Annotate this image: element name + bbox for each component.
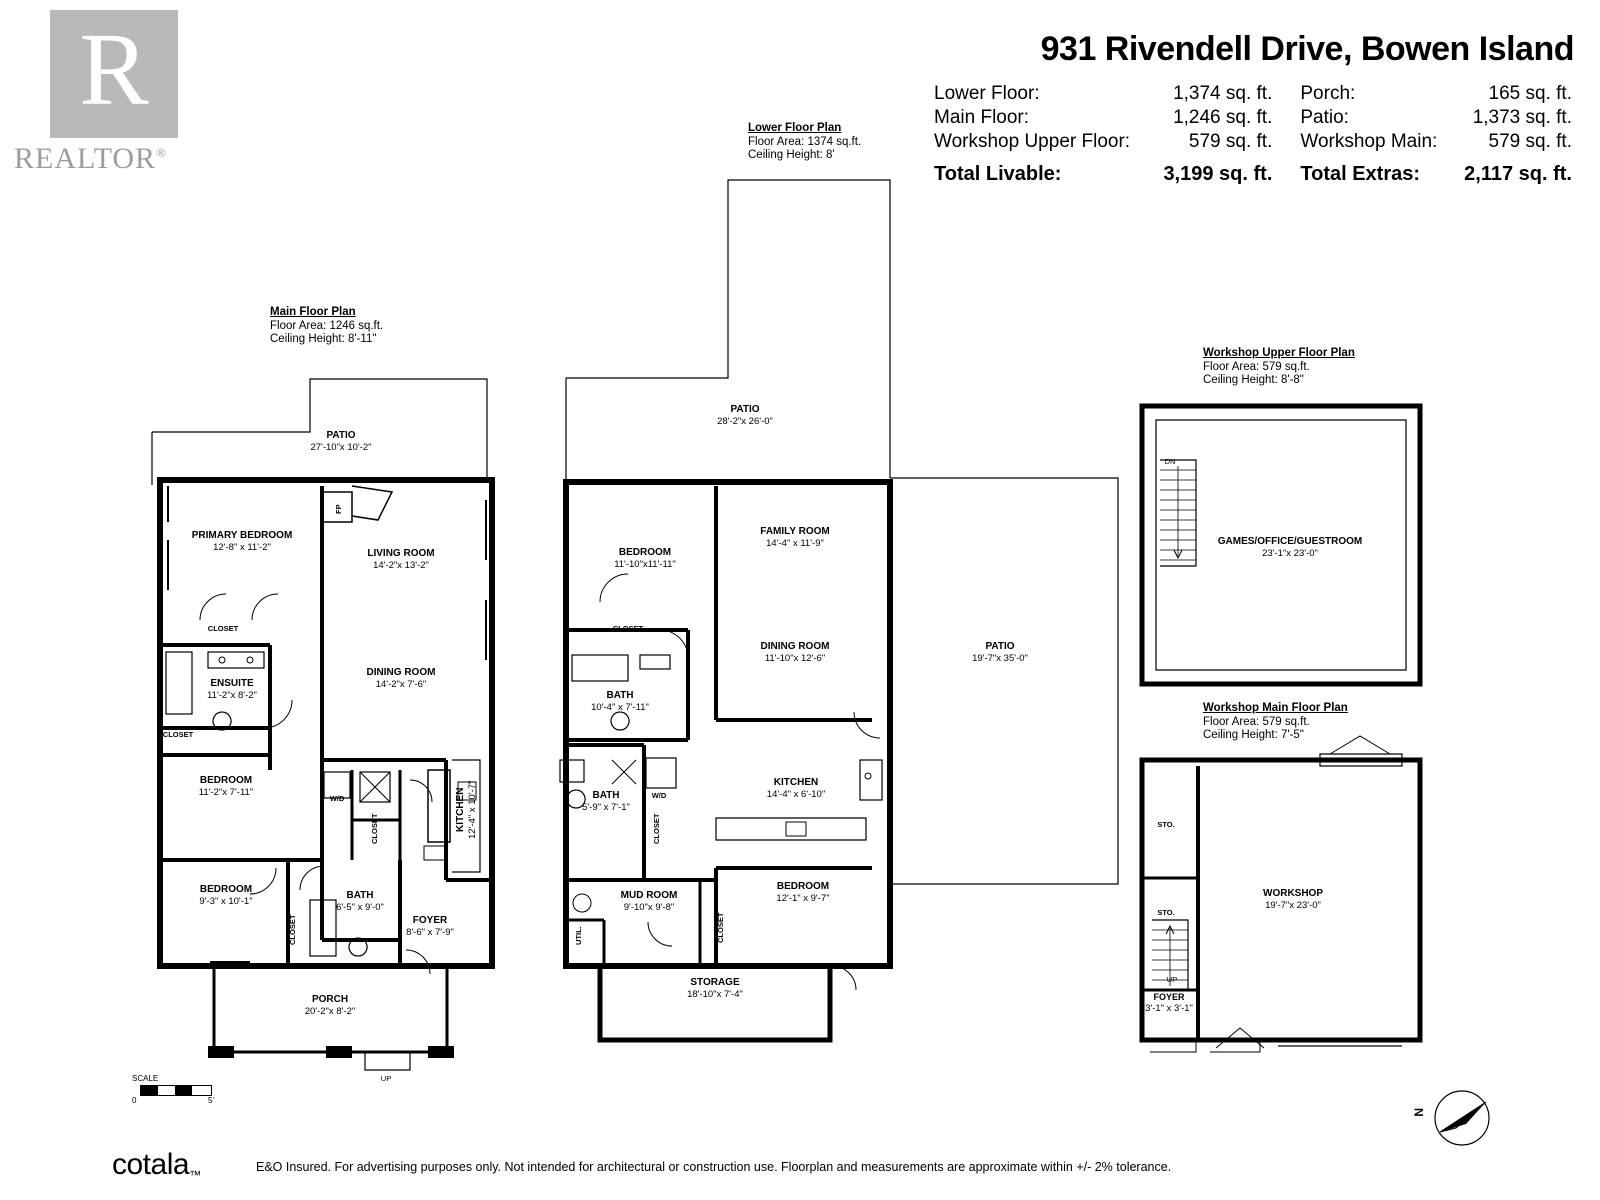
room-label-main-bedroom-3: BEDROOM 9'-3" x 10'-1" (199, 884, 253, 907)
appliance-label-lower-washer-dryer: W/D (651, 791, 667, 800)
workshop-main-ceiling: Ceiling Height: 7'-5" (1203, 729, 1304, 741)
main-floor-ceiling: Ceiling Height: 8'-11" (270, 333, 377, 345)
area-label: Workshop Upper Floor: (934, 131, 1131, 152)
realtor-registered-icon: ® (156, 145, 167, 160)
area-label: Main Floor: (934, 107, 1030, 128)
area-label-extra: Workshop Main: (1300, 131, 1438, 152)
room-label-games-office-guestroom: GAMES/OFFICE/GUESTROOM 23'-1"x 23'-0" (1217, 536, 1363, 559)
room-label-lower-bath-1: BATH 10'-4" x 7'-11" (591, 690, 649, 713)
room-label-main-closet-2: CLOSET (162, 730, 194, 739)
area-label-extra: Patio: (1300, 107, 1349, 128)
room-label-workshop-storage-2: STO. (1157, 908, 1175, 917)
room-label-workshop-storage-1: STO. (1157, 820, 1175, 829)
room-label-lower-bedroom-2: BEDROOM 12'-1" x 9'-7" (776, 881, 830, 904)
room-label-main-patio: PATIO 27'-10"x 10'-2" (310, 430, 372, 453)
room-label-storage: STORAGE 18'-10"x 7'-4" (687, 977, 743, 1000)
room-label-porch: PORCH 20'-2"x 8'-2" (304, 994, 356, 1017)
compass-icon (1435, 1091, 1489, 1145)
cotala-tm-icon: ™ (189, 1168, 201, 1182)
room-label-main-foyer: FOYER 8'-6" x 7'-9" (406, 915, 454, 938)
area-value: 1,374 sq. ft. (1173, 83, 1273, 104)
page-title: 931 Rivendell Drive, Bowen Island (1040, 30, 1574, 68)
room-label-main-kitchen: KITCHEN 12'-4" x 10'-7" (455, 780, 478, 840)
room-label-main-closet-1: CLOSET (207, 624, 239, 633)
room-label-lower-closet-3: CLOSET (716, 912, 725, 944)
workshop-upper-plan-title: Workshop Upper Floor Plan (1203, 347, 1355, 359)
room-label-lower-bath-2: BATH 5'-9" x 7'-1" (582, 790, 630, 813)
room-label-main-bath: BATH 6'-5" x 9'-0" (336, 890, 384, 913)
area-value: 579 sq. ft. (1188, 131, 1273, 152)
workshop-main-area: Floor Area: 579 sq.ft. (1203, 715, 1310, 728)
room-label-main-closet-4: CLOSET (370, 813, 379, 845)
room-label-lower-closet-1: CLOSET (612, 624, 644, 633)
realtor-r-letter: R (79, 12, 149, 127)
fireplace-label-main: FP (334, 504, 343, 514)
area-label-extra: Porch: (1300, 83, 1356, 104)
room-label-workshop: WORKSHOP 19'-7"x 23'-0" (1263, 888, 1323, 911)
room-label-main-closet-3: CLOSET (288, 914, 297, 946)
area-value-extra: 1,373 sq. ft. (1472, 107, 1572, 128)
scale-bar-graphic (140, 1085, 212, 1096)
room-label-lower-patio: PATIO 28'-2"x 26'-0" (717, 404, 773, 427)
room-label-main-dining-room: DINING ROOM 14'-2"x 7'-6" (366, 667, 436, 690)
workshop-upper-area: Floor Area: 579 sq.ft. (1203, 360, 1310, 373)
scale-max: 5' (208, 1096, 214, 1105)
room-label-workshop-foyer: FOYER 3'-1" x 3'-1" (1145, 992, 1193, 1014)
main-floor-area: Floor Area: 1246 sq.ft. (270, 319, 384, 332)
area-value-extra: 165 sq. ft. (1488, 83, 1572, 104)
stair-direction-up-main: UP (380, 1074, 392, 1083)
footer-disclaimer: E&O Insured. For advertising purposes only. Not intended for architectural or construction use. Floorplan and measurements are approximate within +/- 2% tolerance. (256, 1160, 1172, 1174)
area-value: 1,246 sq. ft. (1173, 107, 1273, 128)
room-label-primary-bedroom: PRIMARY BEDROOM 12'-8" x 11'-2" (191, 530, 293, 553)
room-label-main-bedroom-2: BEDROOM 11'-2"x 7'-11" (198, 775, 254, 798)
area-value-extra: 579 sq. ft. (1488, 131, 1572, 152)
stair-direction-down-workshop: DN (1164, 457, 1176, 466)
total-livable-label: Total Livable: (934, 163, 1062, 185)
workshop-main-plan-title: Workshop Main Floor Plan (1203, 702, 1348, 714)
scale-bar (132, 1074, 232, 1105)
lower-floor-plan-title: Lower Floor Plan (748, 122, 842, 134)
room-label-living-room: LIVING ROOM 14'-2"x 13'-2" (367, 548, 435, 571)
room-label-family-room: FAMILY ROOM 14'-4" x 11'-9" (760, 526, 830, 549)
total-extras-value: 2,117 sq. ft. (1464, 163, 1572, 185)
lower-floor-ceiling: Ceiling Height: 8' (748, 149, 835, 161)
cotala-logo (112, 1148, 201, 1182)
total-extras-label: Total Extras: (1300, 163, 1421, 185)
room-label-lower-dining-room: DINING ROOM 11'-10"x 12'-6" (760, 641, 830, 664)
realtor-word-text: REALTOR (14, 142, 157, 175)
appliance-label-main-washer-dryer: W/D (329, 794, 345, 803)
workshop-upper-ceiling: Ceiling Height: 8'-8" (1203, 374, 1304, 386)
room-label-ensuite: ENSUITE 11'-2"x 8'-2" (207, 678, 257, 701)
scale-label: SCALE (132, 1074, 159, 1083)
main-floor-plan-title: Main Floor Plan (270, 306, 356, 318)
room-label-lower-kitchen: KITCHEN 14'-4" x 6'-10" (766, 777, 826, 800)
total-livable-value: 3,199 sq. ft. (1163, 163, 1273, 185)
room-label-lower-bedroom-1: BEDROOM 11'-10"x11'-11" (614, 547, 676, 570)
room-label-lower-closet-2: CLOSET (652, 813, 661, 845)
room-label-lower-patio-2: PATIO 19'-7"x 35'-0" (972, 641, 1028, 664)
room-label-mud-room: MUD ROOM 9'-10"x 9'-8" (620, 890, 678, 913)
stair-direction-up-workshop: UP (1166, 975, 1178, 984)
cotala-text: cotala (112, 1148, 190, 1181)
compass-north-label: N (1412, 1108, 1426, 1117)
scale-min: 0 (132, 1096, 137, 1105)
room-label-utility: UTIL. (574, 926, 583, 946)
area-label: Lower Floor: (934, 83, 1040, 104)
lower-floor-area: Floor Area: 1374 sq.ft. (748, 135, 862, 148)
